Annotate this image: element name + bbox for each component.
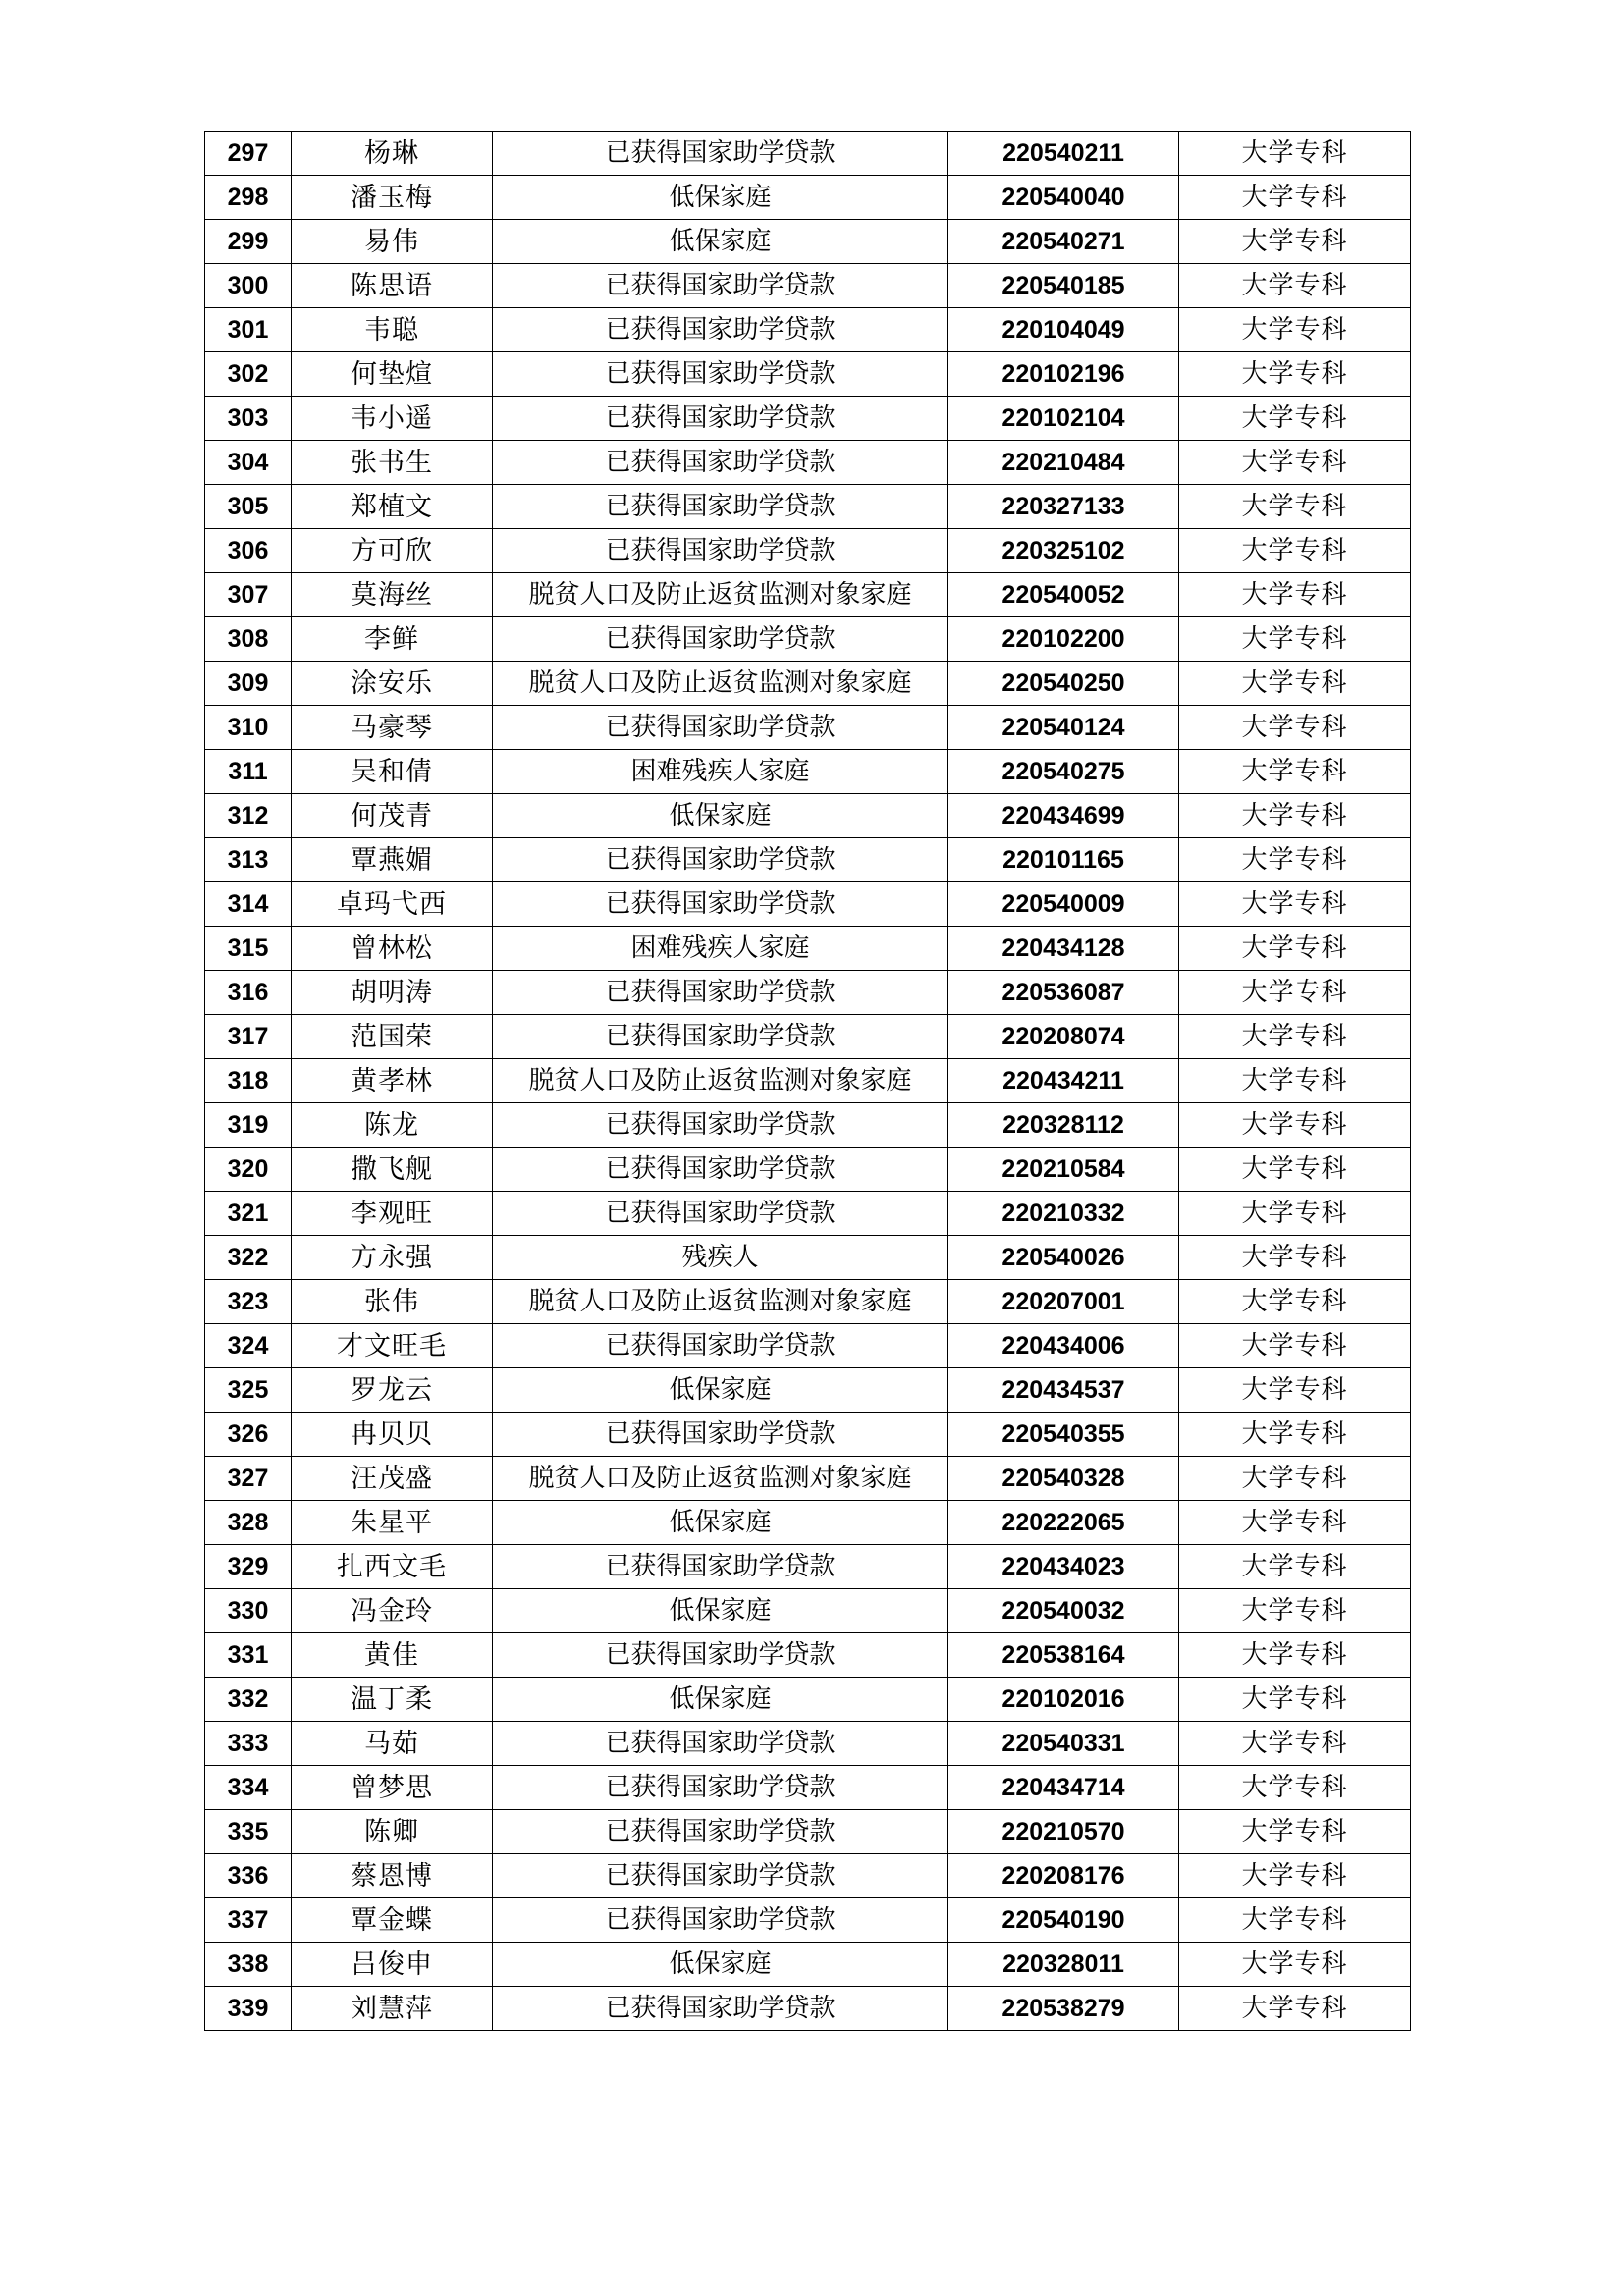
cell-student-id: 220210484 xyxy=(948,441,1179,485)
cell-hardship-category: 低保家庭 xyxy=(493,1501,948,1545)
cell-student-id: 220434211 xyxy=(948,1059,1179,1103)
cell-student-name: 郑植文 xyxy=(292,485,493,529)
cell-sequence: 328 xyxy=(205,1501,292,1545)
cell-sequence: 306 xyxy=(205,529,292,573)
table-row xyxy=(205,264,1411,308)
cell-student-id: 220540271 xyxy=(948,220,1179,264)
cell-sequence: 329 xyxy=(205,1545,292,1589)
cell-student-id: 220540052 xyxy=(948,573,1179,617)
cell-hardship-category: 低保家庭 xyxy=(493,794,948,838)
table-row xyxy=(205,1059,1411,1103)
cell-student-id: 220104049 xyxy=(948,308,1179,352)
cell-education-level: 大学专科 xyxy=(1179,1633,1411,1678)
cell-student-name: 马茹 xyxy=(292,1722,493,1766)
cell-student-name: 杨琳 xyxy=(292,132,493,176)
cell-education-level: 大学专科 xyxy=(1179,617,1411,662)
cell-sequence: 339 xyxy=(205,1987,292,2031)
table-row xyxy=(205,927,1411,971)
cell-sequence: 318 xyxy=(205,1059,292,1103)
cell-sequence: 333 xyxy=(205,1722,292,1766)
cell-sequence: 330 xyxy=(205,1589,292,1633)
cell-sequence: 316 xyxy=(205,971,292,1015)
table-row xyxy=(205,441,1411,485)
table-row xyxy=(205,397,1411,441)
cell-student-id: 220434699 xyxy=(948,794,1179,838)
cell-hardship-category: 已获得国家助学贷款 xyxy=(493,838,948,882)
cell-sequence: 301 xyxy=(205,308,292,352)
cell-student-name: 冯金玲 xyxy=(292,1589,493,1633)
cell-student-id: 220434537 xyxy=(948,1368,1179,1413)
cell-education-level: 大学专科 xyxy=(1179,1545,1411,1589)
cell-sequence: 327 xyxy=(205,1457,292,1501)
cell-hardship-category: 低保家庭 xyxy=(493,176,948,220)
cell-hardship-category: 已获得国家助学贷款 xyxy=(493,1722,948,1766)
cell-education-level: 大学专科 xyxy=(1179,441,1411,485)
cell-student-id: 220540328 xyxy=(948,1457,1179,1501)
cell-education-level: 大学专科 xyxy=(1179,1103,1411,1148)
cell-hardship-category: 已获得国家助学贷款 xyxy=(493,1854,948,1898)
table-row xyxy=(205,1854,1411,1898)
cell-student-id: 220210570 xyxy=(948,1810,1179,1854)
table-row xyxy=(205,352,1411,397)
cell-education-level: 大学专科 xyxy=(1179,882,1411,927)
cell-student-name: 韦聪 xyxy=(292,308,493,352)
cell-hardship-category: 困难残疾人家庭 xyxy=(493,927,948,971)
cell-student-name: 潘玉梅 xyxy=(292,176,493,220)
cell-education-level: 大学专科 xyxy=(1179,397,1411,441)
table-row xyxy=(205,971,1411,1015)
cell-education-level: 大学专科 xyxy=(1179,1457,1411,1501)
cell-sequence: 325 xyxy=(205,1368,292,1413)
cell-hardship-category: 已获得国家助学贷款 xyxy=(493,1413,948,1457)
cell-hardship-category: 已获得国家助学贷款 xyxy=(493,308,948,352)
cell-student-id: 220540275 xyxy=(948,750,1179,794)
table-row xyxy=(205,1280,1411,1324)
cell-sequence: 313 xyxy=(205,838,292,882)
cell-student-id: 220538164 xyxy=(948,1633,1179,1678)
cell-hardship-category: 脱贫人口及防止返贫监测对象家庭 xyxy=(493,1059,948,1103)
table-row xyxy=(205,1943,1411,1987)
table-row xyxy=(205,1722,1411,1766)
cell-student-name: 黄孝林 xyxy=(292,1059,493,1103)
cell-student-id: 220102016 xyxy=(948,1678,1179,1722)
cell-education-level: 大学专科 xyxy=(1179,971,1411,1015)
cell-student-id: 220102200 xyxy=(948,617,1179,662)
cell-sequence: 321 xyxy=(205,1192,292,1236)
cell-education-level: 大学专科 xyxy=(1179,132,1411,176)
cell-student-id: 220540026 xyxy=(948,1236,1179,1280)
table-row xyxy=(205,1192,1411,1236)
cell-student-id: 220540355 xyxy=(948,1413,1179,1457)
table-row xyxy=(205,1501,1411,1545)
cell-sequence: 300 xyxy=(205,264,292,308)
cell-education-level: 大学专科 xyxy=(1179,1678,1411,1722)
table-row xyxy=(205,838,1411,882)
cell-hardship-category: 已获得国家助学贷款 xyxy=(493,132,948,176)
cell-hardship-category: 已获得国家助学贷款 xyxy=(493,529,948,573)
cell-student-id: 220327133 xyxy=(948,485,1179,529)
table-row xyxy=(205,529,1411,573)
table-row xyxy=(205,1457,1411,1501)
cell-education-level: 大学专科 xyxy=(1179,529,1411,573)
cell-hardship-category: 已获得国家助学贷款 xyxy=(493,1015,948,1059)
cell-student-name: 张伟 xyxy=(292,1280,493,1324)
cell-sequence: 317 xyxy=(205,1015,292,1059)
cell-student-name: 方永强 xyxy=(292,1236,493,1280)
cell-education-level: 大学专科 xyxy=(1179,1943,1411,1987)
cell-hardship-category: 已获得国家助学贷款 xyxy=(493,1898,948,1943)
cell-sequence: 324 xyxy=(205,1324,292,1368)
cell-sequence: 319 xyxy=(205,1103,292,1148)
cell-student-id: 220540040 xyxy=(948,176,1179,220)
cell-hardship-category: 已获得国家助学贷款 xyxy=(493,971,948,1015)
cell-student-id: 220434128 xyxy=(948,927,1179,971)
cell-student-name: 陈龙 xyxy=(292,1103,493,1148)
cell-sequence: 303 xyxy=(205,397,292,441)
cell-student-name: 扎西文毛 xyxy=(292,1545,493,1589)
table-row xyxy=(205,573,1411,617)
cell-education-level: 大学专科 xyxy=(1179,308,1411,352)
cell-sequence: 336 xyxy=(205,1854,292,1898)
cell-education-level: 大学专科 xyxy=(1179,1854,1411,1898)
cell-education-level: 大学专科 xyxy=(1179,1810,1411,1854)
cell-hardship-category: 困难残疾人家庭 xyxy=(493,750,948,794)
table-row xyxy=(205,750,1411,794)
table-row xyxy=(205,706,1411,750)
cell-education-level: 大学专科 xyxy=(1179,1589,1411,1633)
cell-education-level: 大学专科 xyxy=(1179,1192,1411,1236)
table-row xyxy=(205,1898,1411,1943)
cell-student-id: 220540190 xyxy=(948,1898,1179,1943)
cell-student-name: 韦小遥 xyxy=(292,397,493,441)
table-row xyxy=(205,1633,1411,1678)
cell-hardship-category: 脱贫人口及防止返贫监测对象家庭 xyxy=(493,1280,948,1324)
cell-sequence: 298 xyxy=(205,176,292,220)
cell-student-name: 覃金蝶 xyxy=(292,1898,493,1943)
cell-education-level: 大学专科 xyxy=(1179,750,1411,794)
cell-student-id: 220434023 xyxy=(948,1545,1179,1589)
cell-student-name: 吴和倩 xyxy=(292,750,493,794)
cell-education-level: 大学专科 xyxy=(1179,1413,1411,1457)
cell-sequence: 307 xyxy=(205,573,292,617)
cell-education-level: 大学专科 xyxy=(1179,1368,1411,1413)
table-row xyxy=(205,794,1411,838)
cell-student-name: 汪茂盛 xyxy=(292,1457,493,1501)
cell-student-id: 220540250 xyxy=(948,662,1179,706)
cell-sequence: 311 xyxy=(205,750,292,794)
cell-education-level: 大学专科 xyxy=(1179,794,1411,838)
table-row xyxy=(205,1015,1411,1059)
cell-sequence: 305 xyxy=(205,485,292,529)
cell-student-id: 220540331 xyxy=(948,1722,1179,1766)
cell-sequence: 326 xyxy=(205,1413,292,1457)
cell-education-level: 大学专科 xyxy=(1179,1987,1411,2031)
cell-sequence: 299 xyxy=(205,220,292,264)
cell-education-level: 大学专科 xyxy=(1179,485,1411,529)
cell-student-name: 刘慧萍 xyxy=(292,1987,493,2031)
table-row xyxy=(205,1545,1411,1589)
cell-hardship-category: 低保家庭 xyxy=(493,1943,948,1987)
cell-sequence: 308 xyxy=(205,617,292,662)
table-row xyxy=(205,1103,1411,1148)
cell-hardship-category: 脱贫人口及防止返贫监测对象家庭 xyxy=(493,573,948,617)
table-row xyxy=(205,882,1411,927)
cell-sequence: 322 xyxy=(205,1236,292,1280)
cell-student-name: 张书生 xyxy=(292,441,493,485)
cell-hardship-category: 已获得国家助学贷款 xyxy=(493,1324,948,1368)
cell-student-name: 易伟 xyxy=(292,220,493,264)
cell-student-name: 胡明涛 xyxy=(292,971,493,1015)
cell-student-name: 范国荣 xyxy=(292,1015,493,1059)
cell-student-name: 朱星平 xyxy=(292,1501,493,1545)
cell-sequence: 315 xyxy=(205,927,292,971)
table-row xyxy=(205,485,1411,529)
cell-student-id: 220536087 xyxy=(948,971,1179,1015)
cell-sequence: 314 xyxy=(205,882,292,927)
cell-hardship-category: 已获得国家助学贷款 xyxy=(493,264,948,308)
cell-education-level: 大学专科 xyxy=(1179,1148,1411,1192)
cell-student-name: 曾林松 xyxy=(292,927,493,971)
cell-education-level: 大学专科 xyxy=(1179,1236,1411,1280)
cell-student-id: 220210584 xyxy=(948,1148,1179,1192)
table-row xyxy=(205,1589,1411,1633)
cell-hardship-category: 脱贫人口及防止返贫监测对象家庭 xyxy=(493,662,948,706)
cell-sequence: 302 xyxy=(205,352,292,397)
cell-student-id: 220328112 xyxy=(948,1103,1179,1148)
cell-sequence: 323 xyxy=(205,1280,292,1324)
cell-student-id: 220101165 xyxy=(948,838,1179,882)
table-row xyxy=(205,1678,1411,1722)
cell-student-id: 220540009 xyxy=(948,882,1179,927)
cell-student-name: 才文旺毛 xyxy=(292,1324,493,1368)
table-row xyxy=(205,176,1411,220)
cell-sequence: 338 xyxy=(205,1943,292,1987)
cell-sequence: 310 xyxy=(205,706,292,750)
cell-education-level: 大学专科 xyxy=(1179,1501,1411,1545)
cell-hardship-category: 已获得国家助学贷款 xyxy=(493,1545,948,1589)
cell-sequence: 334 xyxy=(205,1766,292,1810)
cell-education-level: 大学专科 xyxy=(1179,1324,1411,1368)
cell-hardship-category: 低保家庭 xyxy=(493,220,948,264)
cell-hardship-category: 已获得国家助学贷款 xyxy=(493,485,948,529)
cell-hardship-category: 已获得国家助学贷款 xyxy=(493,882,948,927)
cell-education-level: 大学专科 xyxy=(1179,1722,1411,1766)
cell-education-level: 大学专科 xyxy=(1179,1280,1411,1324)
cell-education-level: 大学专科 xyxy=(1179,573,1411,617)
cell-sequence: 309 xyxy=(205,662,292,706)
cell-student-name: 撒飞舰 xyxy=(292,1148,493,1192)
cell-student-name: 温丁柔 xyxy=(292,1678,493,1722)
roster-table xyxy=(204,131,1411,2031)
table-row xyxy=(205,662,1411,706)
cell-education-level: 大学专科 xyxy=(1179,264,1411,308)
cell-student-id: 220538279 xyxy=(948,1987,1179,2031)
cell-student-name: 涂安乐 xyxy=(292,662,493,706)
cell-student-name: 吕俊申 xyxy=(292,1943,493,1987)
cell-student-name: 黄佳 xyxy=(292,1633,493,1678)
cell-student-id: 220102196 xyxy=(948,352,1179,397)
table-row xyxy=(205,220,1411,264)
cell-student-id: 220208074 xyxy=(948,1015,1179,1059)
table-row xyxy=(205,1766,1411,1810)
cell-student-name: 方可欣 xyxy=(292,529,493,573)
cell-student-id: 220102104 xyxy=(948,397,1179,441)
cell-sequence: 331 xyxy=(205,1633,292,1678)
cell-hardship-category: 低保家庭 xyxy=(493,1678,948,1722)
cell-student-name: 何垫煊 xyxy=(292,352,493,397)
cell-hardship-category: 低保家庭 xyxy=(493,1589,948,1633)
cell-sequence: 312 xyxy=(205,794,292,838)
cell-student-name: 冉贝贝 xyxy=(292,1413,493,1457)
cell-hardship-category: 已获得国家助学贷款 xyxy=(493,1766,948,1810)
roster-table-body xyxy=(205,132,1411,2031)
cell-student-id: 220540124 xyxy=(948,706,1179,750)
cell-hardship-category: 已获得国家助学贷款 xyxy=(493,1987,948,2031)
cell-education-level: 大学专科 xyxy=(1179,1015,1411,1059)
cell-student-name: 罗龙云 xyxy=(292,1368,493,1413)
cell-student-id: 220434006 xyxy=(948,1324,1179,1368)
cell-hardship-category: 已获得国家助学贷款 xyxy=(493,397,948,441)
cell-hardship-category: 残疾人 xyxy=(493,1236,948,1280)
table-row xyxy=(205,132,1411,176)
cell-education-level: 大学专科 xyxy=(1179,838,1411,882)
table-row xyxy=(205,1413,1411,1457)
cell-student-name: 陈思语 xyxy=(292,264,493,308)
cell-education-level: 大学专科 xyxy=(1179,352,1411,397)
cell-student-name: 覃燕媚 xyxy=(292,838,493,882)
cell-student-name: 蔡恩博 xyxy=(292,1854,493,1898)
cell-hardship-category: 已获得国家助学贷款 xyxy=(493,1633,948,1678)
table-row xyxy=(205,617,1411,662)
table-row xyxy=(205,1368,1411,1413)
cell-student-name: 莫海丝 xyxy=(292,573,493,617)
cell-student-id: 220540211 xyxy=(948,132,1179,176)
cell-student-id: 220540032 xyxy=(948,1589,1179,1633)
cell-education-level: 大学专科 xyxy=(1179,220,1411,264)
cell-hardship-category: 已获得国家助学贷款 xyxy=(493,706,948,750)
cell-education-level: 大学专科 xyxy=(1179,706,1411,750)
cell-hardship-category: 已获得国家助学贷款 xyxy=(493,1148,948,1192)
cell-hardship-category: 已获得国家助学贷款 xyxy=(493,352,948,397)
cell-education-level: 大学专科 xyxy=(1179,1059,1411,1103)
cell-student-id: 220222065 xyxy=(948,1501,1179,1545)
roster-table-container xyxy=(204,131,1410,2031)
cell-education-level: 大学专科 xyxy=(1179,927,1411,971)
cell-sequence: 297 xyxy=(205,132,292,176)
cell-student-name: 何茂青 xyxy=(292,794,493,838)
cell-student-id: 220328011 xyxy=(948,1943,1179,1987)
cell-sequence: 304 xyxy=(205,441,292,485)
table-row xyxy=(205,308,1411,352)
cell-student-name: 马豪琴 xyxy=(292,706,493,750)
cell-student-name: 陈卿 xyxy=(292,1810,493,1854)
cell-hardship-category: 已获得国家助学贷款 xyxy=(493,617,948,662)
table-row xyxy=(205,1987,1411,2031)
cell-hardship-category: 低保家庭 xyxy=(493,1368,948,1413)
cell-education-level: 大学专科 xyxy=(1179,176,1411,220)
cell-hardship-category: 已获得国家助学贷款 xyxy=(493,441,948,485)
cell-student-id: 220540185 xyxy=(948,264,1179,308)
cell-hardship-category: 已获得国家助学贷款 xyxy=(493,1192,948,1236)
cell-student-name: 李观旺 xyxy=(292,1192,493,1236)
cell-sequence: 335 xyxy=(205,1810,292,1854)
table-row xyxy=(205,1148,1411,1192)
table-row xyxy=(205,1324,1411,1368)
table-row xyxy=(205,1810,1411,1854)
cell-student-name: 曾梦思 xyxy=(292,1766,493,1810)
cell-hardship-category: 已获得国家助学贷款 xyxy=(493,1810,948,1854)
cell-student-id: 220210332 xyxy=(948,1192,1179,1236)
cell-student-id: 220207001 xyxy=(948,1280,1179,1324)
cell-sequence: 332 xyxy=(205,1678,292,1722)
cell-sequence: 320 xyxy=(205,1148,292,1192)
table-row xyxy=(205,1236,1411,1280)
cell-student-name: 卓玛弋西 xyxy=(292,882,493,927)
cell-sequence: 337 xyxy=(205,1898,292,1943)
cell-education-level: 大学专科 xyxy=(1179,662,1411,706)
cell-student-id: 220325102 xyxy=(948,529,1179,573)
cell-education-level: 大学专科 xyxy=(1179,1898,1411,1943)
cell-hardship-category: 脱贫人口及防止返贫监测对象家庭 xyxy=(493,1457,948,1501)
cell-student-id: 220434714 xyxy=(948,1766,1179,1810)
cell-hardship-category: 已获得国家助学贷款 xyxy=(493,1103,948,1148)
cell-student-id: 220208176 xyxy=(948,1854,1179,1898)
cell-education-level: 大学专科 xyxy=(1179,1766,1411,1810)
cell-student-name: 李鲜 xyxy=(292,617,493,662)
